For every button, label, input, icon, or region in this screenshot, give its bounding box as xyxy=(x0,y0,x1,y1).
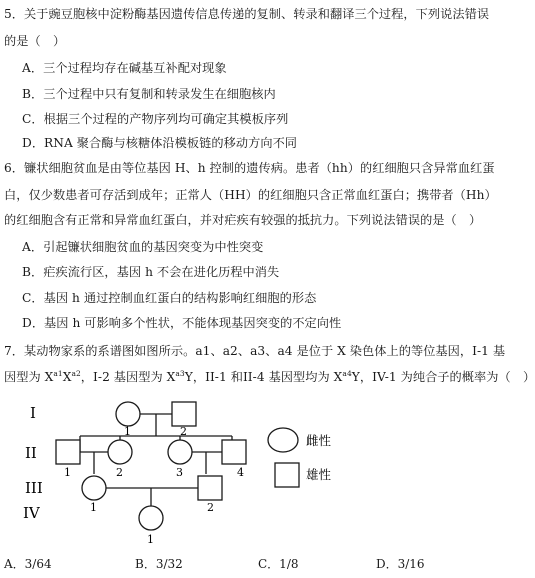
iii1-female-symbol xyxy=(82,476,106,500)
generation-label-iv: IV xyxy=(23,504,40,522)
q7-answer-d: D．3/16 xyxy=(376,557,425,571)
q7-answer-b: B．3/32 xyxy=(135,557,183,571)
q7-answer-options xyxy=(0,555,500,573)
label-ii4: 4 xyxy=(237,466,244,479)
q5-option-d: D．RNA 聚合酶与核糖体沿模板链的移动方向不同 xyxy=(22,136,298,150)
ii2-female-symbol xyxy=(108,440,132,464)
q5-option-a: A．三个过程均存在碱基互补配对现象 xyxy=(22,61,227,75)
ii4-male-symbol xyxy=(222,440,246,464)
q7-stem-line-1: 7．某动物家系的系谱图如图所示。a1、a2、a3、a4 是位于 X 染色体上的等位基因，I-1 基 xyxy=(4,344,506,358)
q5-stem-line-2: 的是（ ） xyxy=(4,34,66,48)
label-i2: 2 xyxy=(180,425,187,438)
q7-stem-line-2: 因型为 $X^{a1}X^{a2}$，I-2 基因型为 $X^{a3}Y$，II-1 和II-4 基因型均为 $X^{a4}Y$，IV-1 为纯合子的概率为（ ） xyxy=(4,369,535,384)
pedigree-diagram xyxy=(0,392,500,552)
iii2-male-symbol xyxy=(198,476,222,500)
q6-option-b: B．疟疾流行区，基因 h 不会在进化历程中消失 xyxy=(22,265,280,279)
generation-label-iii: III xyxy=(25,479,43,497)
ii1-male-symbol xyxy=(56,440,80,464)
q6-stem-line-2: 白，仅少数患者可存活到成年；正常人（HH）的红细胞只含正常血红蛋白；携带者（Hh） xyxy=(4,188,497,202)
q5-option-b: B．三个过程中只有复制和转录发生在细胞核内 xyxy=(22,87,276,101)
iv1-female-symbol xyxy=(139,506,163,530)
q6-stem-line-3: 的红细胞含有正常和异常血红蛋白，并对疟疾有较强的抵抗力。下列说法错误的是（ ） xyxy=(4,213,482,227)
label-ii2: 2 xyxy=(116,466,123,479)
label-ii3: 3 xyxy=(176,466,183,479)
label-ii1: 1 xyxy=(64,466,71,479)
label-i1: 1 xyxy=(124,425,131,438)
q7-answer-a: A．3/64 xyxy=(4,557,52,571)
label-iii1: 1 xyxy=(90,501,97,514)
q5-stem-line-1: 5．关于豌豆胞核中淀粉酶基因遗传信息传递的复制、转录和翻译三个过程，下列说法错误 xyxy=(4,7,490,21)
q5-option-c: C．根据三个过程的产物序列均可确定其模板序列 xyxy=(22,112,289,126)
i2-male-symbol xyxy=(172,402,196,426)
q6-option-c: C．基因 h 通过控制血红蛋白的结构影响红细胞的形态 xyxy=(22,291,317,305)
q6-stem-line-1: 6．镰状细胞贫血是由等位基因 H、h 控制的遗传病。患者（hh）的红细胞只含异常血红蛋 xyxy=(4,161,495,175)
legend-female-label: 雌性 xyxy=(306,433,332,448)
legend-male-label: 雄性 xyxy=(306,467,332,482)
legend-female-symbol xyxy=(268,428,298,452)
generation-label-i: I xyxy=(30,404,36,422)
label-iv1: 1 xyxy=(147,533,154,546)
ii3-female-symbol xyxy=(168,440,192,464)
q7-answer-c: C．1/8 xyxy=(258,557,299,571)
generation-label-ii: II xyxy=(25,444,37,462)
legend-male-symbol xyxy=(275,463,299,487)
label-iii2: 2 xyxy=(207,501,214,514)
q6-option-a: A．引起镰状细胞贫血的基因突变为中性突变 xyxy=(22,240,264,254)
q6-option-d: D．基因 h 可影响多个性状，不能体现基因突变的不定向性 xyxy=(22,316,342,330)
i1-female-symbol xyxy=(116,402,140,426)
